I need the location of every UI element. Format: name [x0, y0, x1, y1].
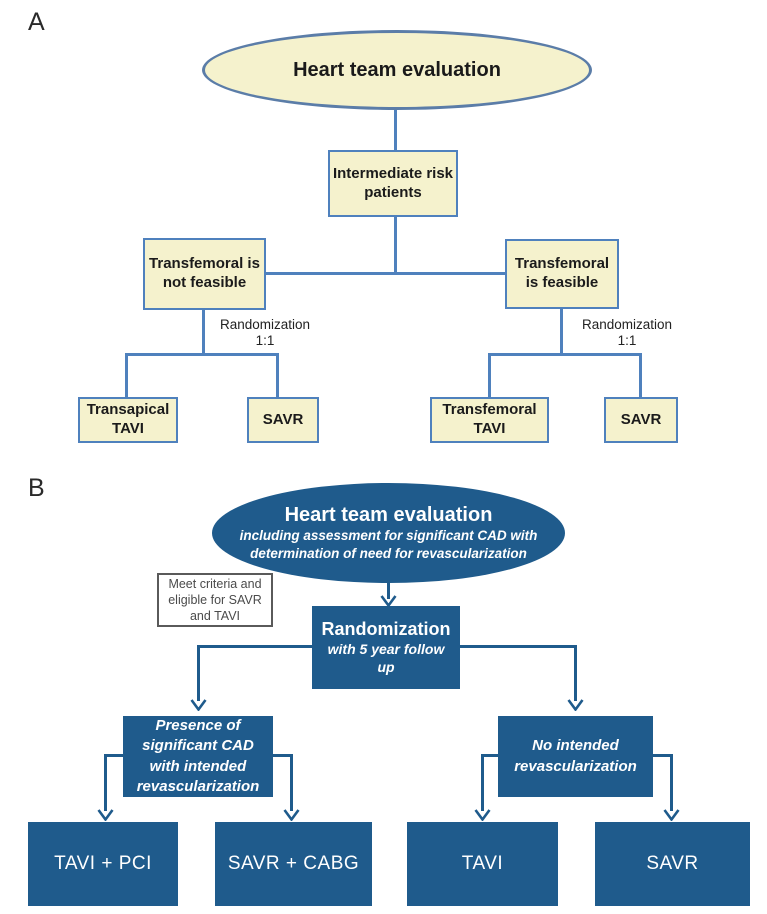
randomization-box	[312, 606, 460, 689]
panel-a-label: A	[28, 8, 45, 36]
savr-box-a-left: SAVR	[247, 397, 319, 443]
randomization-ratio: 1:1	[255, 333, 275, 349]
arrowhead-down-icon	[97, 809, 114, 821]
arrowhead-down-icon	[663, 809, 680, 821]
connector-line	[574, 645, 577, 701]
connector-line	[276, 353, 279, 398]
heart-team-evaluation-text-a: Heart team evaluation	[293, 58, 501, 81]
randomization-label: Randomization	[219, 317, 311, 332]
connector-line	[394, 215, 397, 275]
connector-line	[481, 754, 484, 811]
connector-line	[488, 353, 642, 356]
connector-line	[488, 353, 491, 398]
arrowhead-down-icon	[567, 699, 584, 711]
no-revascularization-box: No intended revascularization	[498, 716, 653, 797]
connector-line	[125, 353, 128, 398]
presence-cad-box: Presence of significant CAD with intended revascularization	[123, 716, 273, 797]
tavi-pci-box: TAVI + PCI	[28, 822, 178, 906]
savr-cabg-box: SAVR + CABG	[215, 822, 372, 906]
heart-team-evaluation-subtitle-b: including assessment for significant CAD with determination of need for revascularization	[239, 527, 538, 561]
savr-box-a-right: SAVR	[604, 397, 678, 443]
intermediate-risk-patients-box: Intermediate risk patients	[328, 150, 458, 217]
connector-line	[104, 754, 107, 811]
criteria-note-box: Meet criteria and eligible for SAVR and TAVI	[157, 573, 273, 627]
transapical-tavi-box: Transapical TAVI	[78, 397, 178, 443]
connector-line	[560, 306, 563, 356]
arrowhead-down-icon	[190, 699, 207, 711]
randomization-note-left	[205, 317, 325, 349]
connector-line	[670, 754, 673, 811]
connector-line	[290, 754, 293, 811]
heart-team-evaluation-ellipse-b	[212, 483, 565, 583]
connector-line	[197, 645, 200, 701]
randomization-note-right	[567, 317, 687, 349]
transfemoral-tavi-box: Transfemoral TAVI	[430, 397, 549, 443]
arrowhead-down-icon	[474, 809, 491, 821]
connector-line	[104, 754, 125, 757]
randomization-subtitle: with 5 year follow up	[327, 640, 445, 675]
connector-line	[125, 353, 279, 356]
arrowhead-down-icon	[283, 809, 300, 821]
tavi-box: TAVI	[407, 822, 558, 906]
connector-line	[266, 272, 506, 275]
heart-team-evaluation-text-b: Heart team evaluation	[284, 503, 493, 526]
transfemoral-feasible-box: Transfemoral is feasible	[505, 239, 619, 309]
connector-line	[639, 353, 642, 398]
randomization-title: Randomization	[321, 618, 451, 639]
savr-box-b: SAVR	[595, 822, 750, 906]
randomization-label: Randomization	[581, 317, 673, 332]
transfemoral-not-feasible-box: Transfemoral is not feasible	[143, 238, 266, 310]
randomization-ratio: 1:1	[617, 333, 637, 349]
connector-line	[394, 108, 397, 152]
heart-team-evaluation-ellipse-a	[202, 30, 592, 110]
panel-b-label: B	[28, 474, 45, 502]
